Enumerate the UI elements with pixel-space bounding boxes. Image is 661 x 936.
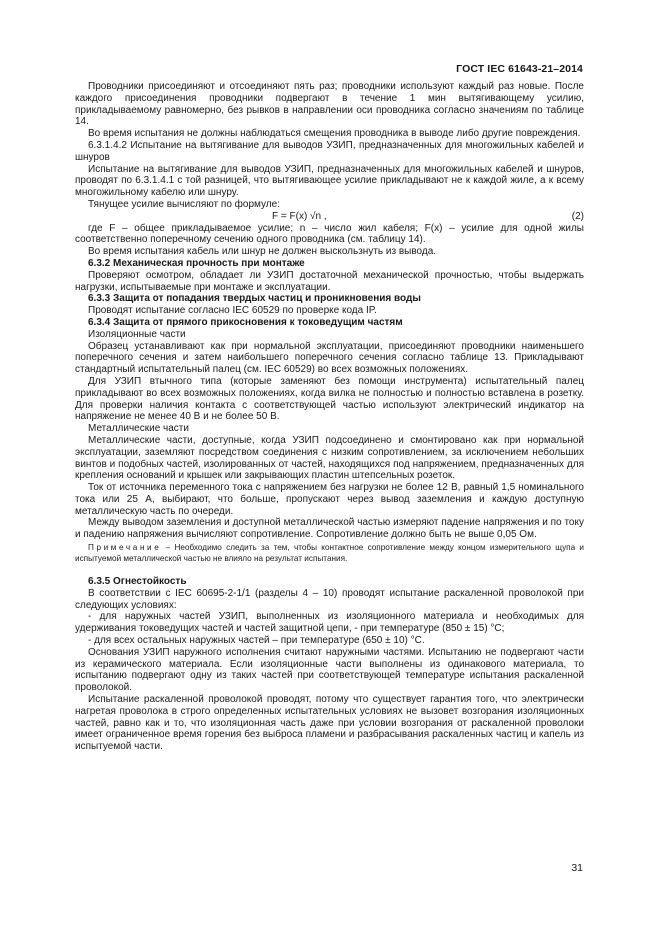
- formula-text: F = F(x) √n ,: [272, 210, 327, 222]
- paragraph: В соответствии с IEC 60695-2-1/1 (разделы 4 – 10) проводят испытание раскаленной проволокой при следующих условиях:: [75, 587, 584, 611]
- paragraph: Основания УЗИП наружного исполнения считают наружными частями. Испытанию не подвергают части из керамического материала. Если изоляционные части выполнены из одинакового материала, то испытанию подвергают одну из таких частей при соответствующей температуре испытания раскаленной проволокой.: [75, 646, 584, 694]
- section-heading: 6.3.5 Огнестойкость: [88, 576, 187, 588]
- paragraph: где F – общее прикладываемое усилие; n – число жил кабеля; F(x) – усилие для одной жилы соответственно поперечному сечению одного проводника (см. таблицу 14).: [75, 222, 584, 246]
- paragraph: Проверяют осмотром, обладает ли УЗИП достаточной механической прочностью, чтобы выдержать нагрузки, испытываемые при монтаже и эксплуатации.: [75, 269, 584, 293]
- note: [75, 543, 584, 564]
- paragraph: Для УЗИП втычного типа (которые заменяют без помощи инструмента) испытательный палец прикладывают во всех возможных положениях, когда вилка не полностью и полностью вставлена в розетку. Для проверки наличия контакта с соответствующей частью используют электрический индикатор на напряжение не менее 40 В и не более 50 В.: [75, 375, 584, 423]
- paragraph: Во время испытания не должны наблюдаться смещения проводника в выводе либо другие повреждения.: [88, 128, 581, 140]
- list-item: - для наружных частей УЗИП, выполненных из изоляционного материала и необходимых для удерживания токоведущих частей и частей защитной цепи, - при температуре (850 ± 15) °С;: [75, 611, 584, 635]
- list-item: - для всех остальных наружных частей – при температуре (650 ± 10) °С.: [88, 635, 425, 647]
- paragraph: Испытание на вытягивание для выводов УЗИП, предназначенных для многожильных кабелей и шнуров, проводят по 6.3.1.4.1 с той разницей, что вытягивающее усилие прикладывают не к каждой жиле, а к всему многожильному кабелю или шнуру.: [75, 163, 584, 199]
- formula-number: (2): [571, 210, 584, 222]
- section-heading: 6.3.2 Механическая прочность при монтаже: [88, 257, 305, 269]
- page-number: 31: [571, 862, 583, 874]
- paragraph: Металлические части, доступные, когда УЗИП подсоединено и смонтировано как при нормальной эксплуатации, заземляют посредством соединения с низким сопротивлением, за исключением небольших винтов и подобных частей, изолированных от частей, находящихся под напряжением, предназначенных для крепления оснований и крышек или закрывающих пластин штепсельных розеток.: [75, 434, 584, 482]
- document-header: ГОСТ IEC 61643-21–2014: [456, 63, 583, 75]
- paragraph: Тянущее усилие вычисляют по формуле:: [88, 198, 280, 210]
- subheading: Металлические части: [88, 423, 189, 435]
- paragraph: Проводят испытание согласно IEC 60529 по проверке кода IP.: [88, 305, 377, 317]
- subsection-title: 6.3.1.4.2 Испытание на вытягивание для выводов УЗИП, предназначенных для многожильных кабелей и шнуров: [75, 139, 584, 163]
- paragraph: Образец устанавливают как при нормальной эксплуатации, присоединяют проводники наименьшего поперечного сечения и затем наибольшего поперечного сечения согласно таблице 13. Прикладывают стандартный испытательный палец (см. IEC 60529) во всех возможных положениях.: [75, 340, 584, 376]
- section-heading: 6.3.4 Защита от прямого прикосновения к токоведущим частям: [88, 316, 403, 328]
- paragraph: Испытание раскаленной проволокой проводят, потому что существует гарантия того, что электрически нагретая проволока в строго определенных испытательных условиях не вызовет возгорания изоляционных частей, равно как и то, что изоляционная часть даже при условии возгорания от раскаленной проволоки имеет ограниченное время горения без выброса пламени и разбрасывания раскаленных частиц и капель из испытуемой части.: [75, 694, 584, 753]
- formula: [75, 211, 584, 223]
- paragraph: Ток от источника переменного тока с напряжением без нагрузки не более 12 В, равный 1,5 номинального тока или 25 А, выбирают, что больше, пропускают через вывод заземления и каждую доступную металлическую часть по очереди.: [75, 482, 584, 517]
- subheading: Изоляционные части: [88, 328, 186, 340]
- note-label: Примечание: [88, 543, 162, 553]
- spacer: [75, 564, 584, 576]
- section-heading: 6.3.3 Защита от попадания твердых частиц и проникновения воды: [88, 293, 421, 305]
- paragraph: Между выводом заземления и доступной металлической частью измеряют падение напряжения и по току и падению напряжения вычисляют сопротивление. Сопротивление должно быть не выше 0,05 Ом.: [75, 517, 584, 541]
- note-text: – Необходимо следить за тем, чтобы контактное сопротивление между концом измерительного щупа и испытуемой металлической частью не влияло на результат испытания.: [75, 543, 584, 563]
- document-body: [75, 81, 584, 753]
- paragraph: Во время испытания кабель или шнур не должен выскользнуть из вывода.: [88, 246, 437, 258]
- paragraph: Проводники присоединяют и отсоединяют пять раз; проводники используют каждый раз новые. После каждого присоединения проводники подвергают в течение 1 мин вытягивающему усилию, прикладываемому равномерно, без рывков в направлении оси проводника согласно значениям по таблице 14.: [75, 81, 584, 128]
